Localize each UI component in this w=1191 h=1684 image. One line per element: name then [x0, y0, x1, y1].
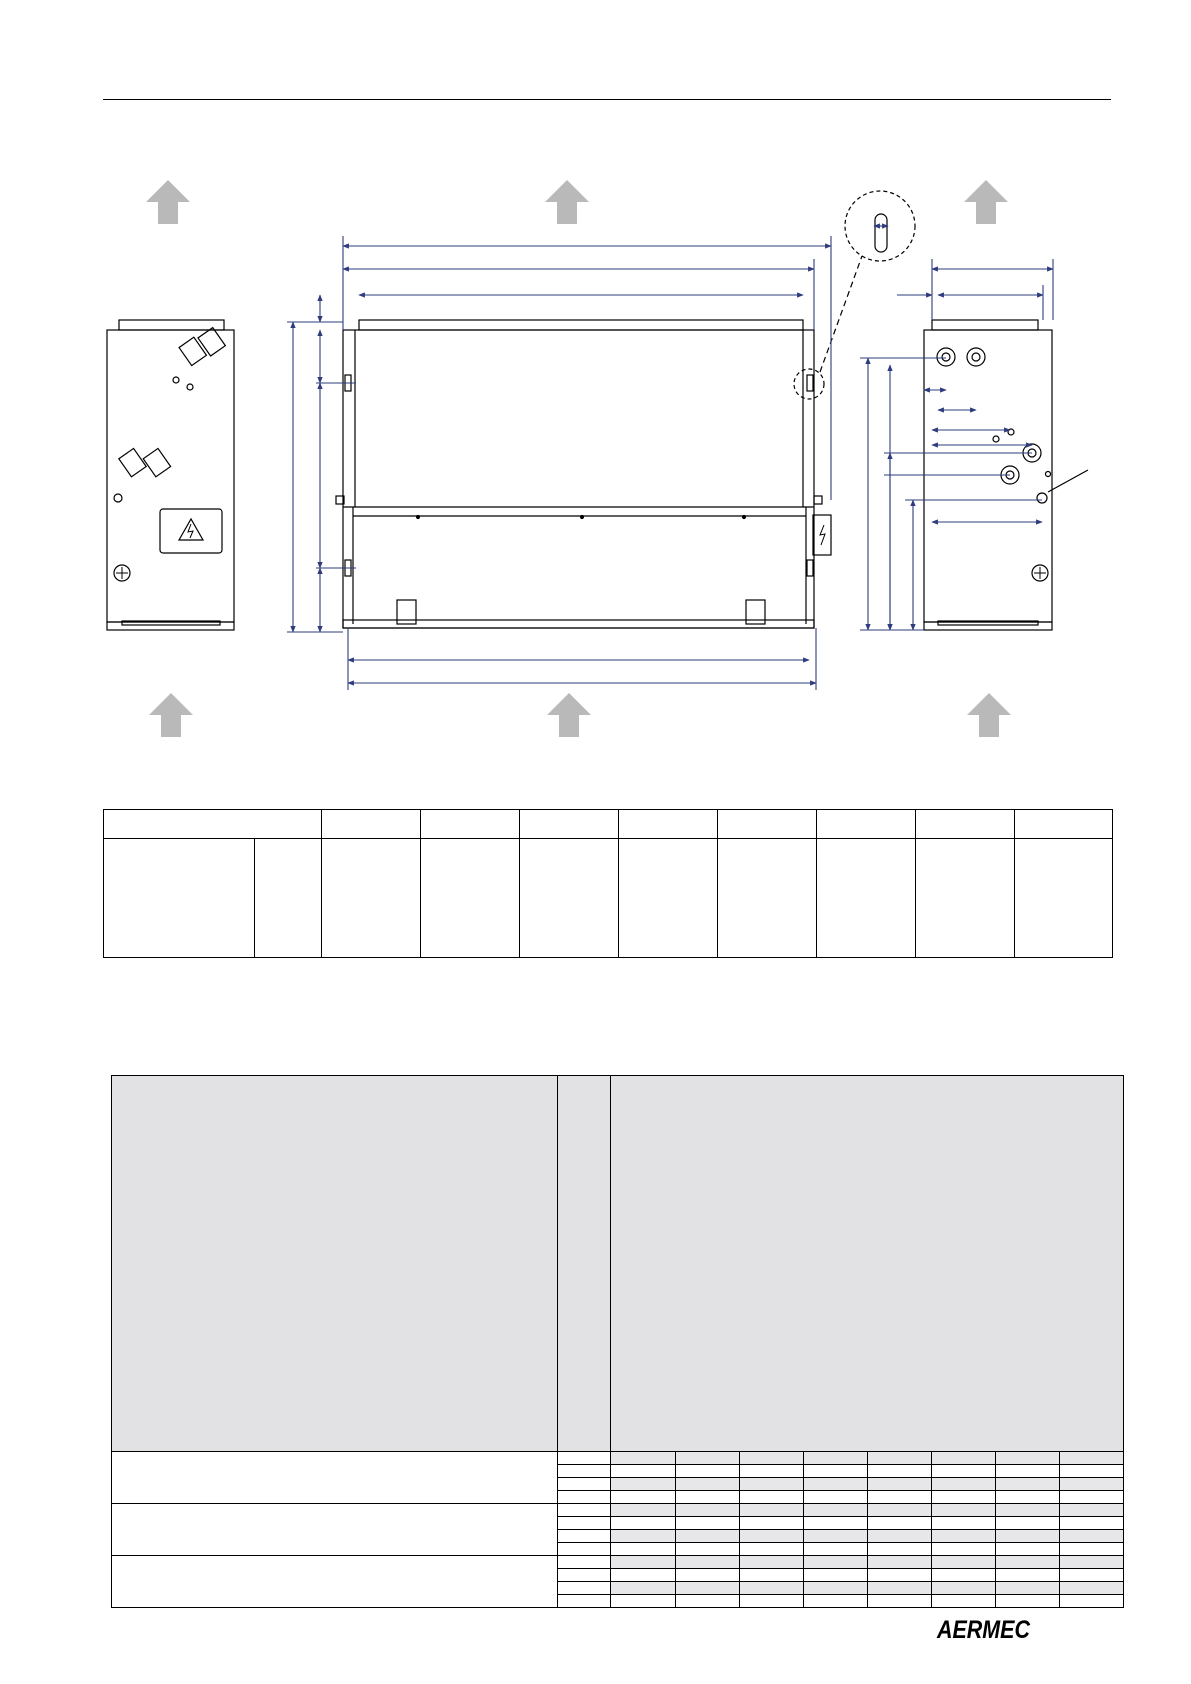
table-cell — [1059, 1491, 1123, 1504]
table-cell — [867, 1517, 931, 1530]
table-cell — [739, 1556, 803, 1569]
table-row — [112, 1504, 1124, 1517]
table-cell — [803, 1491, 867, 1504]
table-cell — [803, 1543, 867, 1556]
table-cell — [1059, 1569, 1123, 1582]
table-cell — [931, 1530, 995, 1543]
table-cell — [558, 1581, 611, 1594]
table-cell — [1059, 1452, 1123, 1465]
table-cell — [916, 839, 1015, 958]
table-cell — [931, 1581, 995, 1594]
detail-callout — [794, 369, 824, 399]
table-cell — [803, 1504, 867, 1517]
table-cell — [718, 839, 817, 958]
table-cell — [611, 1504, 675, 1517]
table-cell — [931, 1504, 995, 1517]
table-cell — [739, 1504, 803, 1517]
table-cell — [739, 1517, 803, 1530]
table-cell — [675, 1530, 739, 1543]
table-cell — [803, 1452, 867, 1465]
table-cell — [739, 1581, 803, 1594]
table-cell — [675, 1556, 739, 1569]
table-cell — [1059, 1504, 1123, 1517]
table-cell — [1059, 1556, 1123, 1569]
table-cell — [1059, 1478, 1123, 1491]
table-cell — [104, 839, 255, 958]
airflow-arrow-icon — [545, 180, 589, 224]
table-cell — [112, 1504, 558, 1556]
table-cell — [675, 1517, 739, 1530]
technical-data-table — [111, 1075, 1124, 1608]
airflow-arrow-icon — [149, 693, 193, 737]
table-cell — [675, 1569, 739, 1582]
table-cell — [931, 1491, 995, 1504]
table-cell — [867, 1543, 931, 1556]
table-cell — [675, 1504, 739, 1517]
table-cell — [611, 1581, 675, 1594]
table-cell — [421, 810, 520, 839]
table-cell — [718, 810, 817, 839]
svg-text:AERMEC: AERMEC — [936, 1616, 1031, 1644]
table-cell — [611, 1076, 1124, 1452]
technical-table-header-row — [112, 1076, 1124, 1452]
table-cell — [611, 1465, 675, 1478]
table-cell — [675, 1491, 739, 1504]
table-cell — [675, 1594, 739, 1607]
table-cell — [104, 810, 322, 839]
table-row — [112, 1556, 1124, 1569]
table-cell — [611, 1569, 675, 1582]
table-cell — [558, 1556, 611, 1569]
table-cell — [817, 839, 916, 958]
table-cell — [867, 1581, 931, 1594]
table-cell — [619, 839, 718, 958]
table-cell — [867, 1594, 931, 1607]
table-row — [112, 1452, 1124, 1465]
table-cell — [803, 1530, 867, 1543]
table-cell — [739, 1569, 803, 1582]
airflow-arrow-icon — [146, 180, 190, 224]
table-cell — [558, 1543, 611, 1556]
table-cell — [803, 1556, 867, 1569]
table-cell — [739, 1452, 803, 1465]
table-cell — [675, 1543, 739, 1556]
table-cell — [867, 1465, 931, 1478]
table-cell — [995, 1594, 1059, 1607]
table-cell — [558, 1465, 611, 1478]
table-cell — [931, 1465, 995, 1478]
table-cell — [322, 839, 421, 958]
aermec-logo — [937, 1616, 1030, 1642]
table-cell — [1059, 1530, 1123, 1543]
technical-drawing — [0, 0, 1191, 760]
table-cell — [803, 1594, 867, 1607]
dimension-table-row — [104, 839, 1113, 958]
table-cell — [558, 1452, 611, 1465]
table-cell — [675, 1478, 739, 1491]
table-cell — [1059, 1594, 1123, 1607]
table-cell — [558, 1076, 611, 1452]
table-cell — [520, 839, 619, 958]
table-cell — [931, 1556, 995, 1569]
table-cell — [558, 1491, 611, 1504]
table-cell — [675, 1452, 739, 1465]
airflow-arrow-icon — [967, 693, 1011, 737]
table-cell — [421, 839, 520, 958]
table-cell — [739, 1543, 803, 1556]
table-cell — [558, 1594, 611, 1607]
table-cell — [611, 1452, 675, 1465]
table-cell — [867, 1452, 931, 1465]
table-cell — [817, 810, 916, 839]
table-cell — [112, 1076, 558, 1452]
table-cell — [931, 1569, 995, 1582]
table-cell — [739, 1594, 803, 1607]
table-cell — [739, 1465, 803, 1478]
table-cell — [675, 1581, 739, 1594]
table-cell — [558, 1569, 611, 1582]
table-cell — [995, 1569, 1059, 1582]
table-cell — [995, 1478, 1059, 1491]
table-cell — [931, 1543, 995, 1556]
table-cell — [995, 1556, 1059, 1569]
table-cell — [558, 1478, 611, 1491]
table-cell — [739, 1478, 803, 1491]
table-cell — [803, 1478, 867, 1491]
table-cell — [611, 1556, 675, 1569]
table-cell — [931, 1452, 995, 1465]
table-cell — [867, 1556, 931, 1569]
table-cell — [255, 839, 322, 958]
airflow-arrow-icon — [547, 693, 591, 737]
table-cell — [931, 1517, 995, 1530]
side-view-left — [107, 320, 234, 630]
table-cell — [867, 1530, 931, 1543]
table-cell — [112, 1556, 558, 1608]
table-cell — [931, 1594, 995, 1607]
table-cell — [803, 1465, 867, 1478]
table-cell — [867, 1569, 931, 1582]
front-view — [336, 191, 915, 628]
table-cell — [995, 1465, 1059, 1478]
table-cell — [112, 1452, 558, 1504]
table-cell — [867, 1491, 931, 1504]
table-cell — [558, 1530, 611, 1543]
airflow-arrow-icon — [964, 180, 1008, 224]
table-cell — [1059, 1517, 1123, 1530]
table-cell — [1059, 1581, 1123, 1594]
table-cell — [619, 810, 718, 839]
table-cell — [1015, 839, 1113, 958]
table-cell — [1059, 1465, 1123, 1478]
table-cell — [558, 1504, 611, 1517]
table-cell — [520, 810, 619, 839]
table-cell — [995, 1581, 1059, 1594]
table-cell — [322, 810, 421, 839]
table-cell — [739, 1491, 803, 1504]
table-cell — [611, 1478, 675, 1491]
table-cell — [995, 1504, 1059, 1517]
table-cell — [916, 810, 1015, 839]
table-cell — [739, 1530, 803, 1543]
table-cell — [995, 1491, 1059, 1504]
table-cell — [675, 1465, 739, 1478]
table-cell — [1059, 1543, 1123, 1556]
table-cell — [1015, 810, 1113, 839]
table-cell — [803, 1517, 867, 1530]
table-cell — [867, 1478, 931, 1491]
table-cell — [995, 1452, 1059, 1465]
table-cell — [931, 1478, 995, 1491]
table-cell — [611, 1491, 675, 1504]
table-cell — [995, 1517, 1059, 1530]
table-cell — [611, 1517, 675, 1530]
table-cell — [867, 1504, 931, 1517]
table-cell — [995, 1530, 1059, 1543]
table-cell — [611, 1543, 675, 1556]
dimension-table-header-row — [104, 810, 1113, 839]
table-cell — [995, 1543, 1059, 1556]
table-cell — [611, 1594, 675, 1607]
table-cell — [803, 1581, 867, 1594]
dimension-table — [103, 809, 1113, 958]
table-cell — [558, 1517, 611, 1530]
table-cell — [803, 1569, 867, 1582]
table-cell — [611, 1530, 675, 1543]
